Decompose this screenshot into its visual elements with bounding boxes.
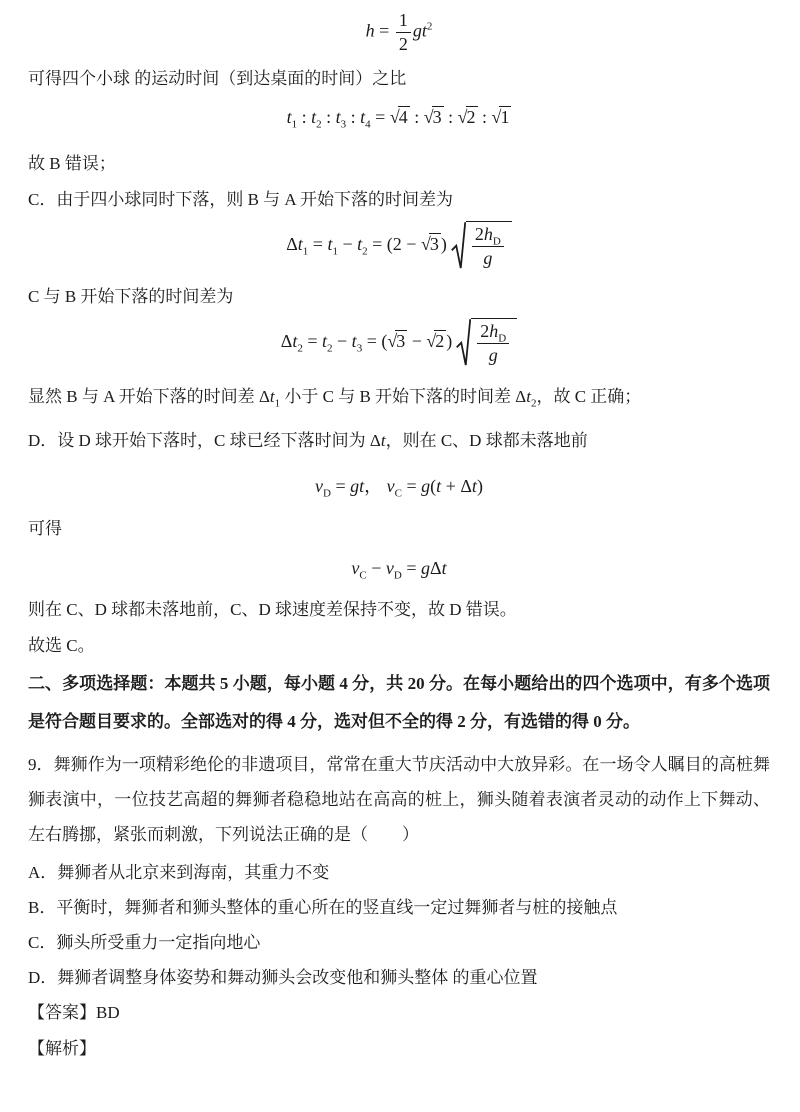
math-colon: : — [301, 107, 307, 128]
math-sub: 1 — [274, 397, 281, 410]
math-sub: 1 — [302, 245, 309, 258]
math-var-t: t — [357, 233, 363, 254]
math-var-t: t — [360, 107, 366, 128]
radical-sign: √ — [423, 107, 432, 128]
question-9-option-c: C．狮头所受重力一定指向地心 — [28, 932, 261, 952]
math-delta: Δ — [460, 475, 472, 496]
math-var-t: t — [335, 107, 341, 128]
radical-sign: √ — [387, 331, 396, 352]
formula-delta-t1 — [28, 221, 770, 270]
line-kede: 可得 — [28, 518, 62, 538]
math-sub: 3 — [356, 342, 363, 355]
fraction-2hD-over-g — [470, 224, 506, 268]
analysis-label: 【解析】 — [28, 1038, 96, 1058]
radicand-box — [471, 318, 517, 367]
math-sub-C: C — [394, 487, 403, 500]
math-exponent: 2 — [426, 20, 433, 33]
formula-time-ratio — [28, 106, 770, 129]
fraction-2hD-over-g — [475, 321, 511, 365]
radicand: 3 — [429, 233, 439, 254]
text-segment: 显然 B 与 A 开始下落的时间差 — [28, 386, 259, 406]
math-sub-C: C — [359, 569, 367, 582]
big-radical — [456, 318, 517, 367]
math-minus: − — [337, 331, 348, 352]
math-var-t: t — [436, 475, 442, 496]
radicand: 3 — [432, 107, 442, 128]
question-9-option-b: B．平衡时，舞狮者和狮头整体的重心所在的竖直线一定过舞狮者与桩的接触点 — [28, 897, 618, 917]
fraction-numerator — [477, 321, 509, 344]
line-final-answer-c: 故选 C。 — [28, 635, 95, 655]
math-var-v: v — [351, 557, 360, 578]
radical-sign: √ — [426, 331, 435, 352]
math-sub: 1 — [332, 245, 338, 258]
fraction-numerator — [472, 224, 504, 247]
question-9-stem: 9．舞狮作为一项精彩绝伦的非遗项目，常常在重大节庆活动中大放异彩。在一场令人瞩目的高桩舞狮表演中，一位技艺高超的舞狮者稳稳地站在高高的桩上，狮头随着表演者灵动的动作上下舞动、左右腾挪，紧张而刺激，下列说法正确的是（ ） — [28, 754, 770, 844]
math-paren-open: ( — [381, 331, 388, 352]
math-sub-D: D — [393, 569, 402, 582]
sqrt-radical — [458, 106, 478, 129]
formula-h-half-gt-squared — [28, 10, 770, 54]
radical-sign: √ — [420, 233, 429, 254]
math-equals: = — [366, 331, 377, 352]
math-minus: − — [371, 557, 382, 578]
math-delta: Δ — [369, 430, 381, 450]
fraction-one-half — [394, 10, 413, 54]
math-paren-open: (2 − — [386, 233, 417, 254]
answer-line — [28, 1002, 770, 1024]
math-sub: 2 — [362, 245, 368, 258]
math-colon: : — [448, 107, 454, 128]
math-var-t: t — [292, 331, 298, 352]
math-var-t: t — [380, 430, 386, 450]
math-delta: Δ — [280, 331, 293, 352]
math-colon: : — [482, 107, 488, 128]
math-var-gt: gt — [412, 20, 427, 41]
radical-sign: √ — [457, 107, 466, 128]
radicand-box — [466, 221, 512, 270]
math-equals: = — [406, 557, 417, 578]
fraction-denominator: g — [483, 247, 493, 268]
section-2-heading: 二、多项选择题：本题共 5 小题，每小题 4 分，共 20 分。在每小题给出的四个选项中，有多个选项是符合题目要求的。全部选对的得 4 分，选对但不全的得 2 分，有选错的得 0 分。 — [28, 673, 770, 731]
line-b-wrong: 故 B 错误； — [28, 153, 116, 173]
math-comma: ， — [364, 475, 383, 496]
analysis-label-line — [28, 1038, 770, 1060]
math-equals: = — [379, 20, 390, 41]
formula-delta-t2 — [28, 318, 770, 367]
fraction-denominator: g — [488, 345, 498, 366]
radicand: 2 — [435, 331, 445, 352]
radicand: 1 — [500, 107, 510, 128]
answer-label: 【答案】 — [28, 1002, 96, 1022]
math-sub: 1 — [291, 118, 298, 131]
math-var-t: t — [526, 386, 531, 406]
math-var-gt: gt — [350, 475, 365, 496]
inline-math-delta-t2 — [515, 386, 537, 410]
math-var-t: t — [351, 331, 357, 352]
text-segment: ，故 C 正确； — [536, 386, 642, 406]
sqrt-radical — [390, 106, 410, 129]
line-d-conclusion: 则在 C、D 球都未落地前，C、D 球速度差保持不变，故 D 错误。 — [28, 599, 517, 619]
math-var-v: v — [385, 557, 394, 578]
math-sub-D: D — [323, 487, 331, 500]
math-equals: = — [372, 233, 383, 254]
line-cb-diff: C 与 B 开始下落的时间差为 — [28, 287, 234, 307]
sqrt-radical — [426, 330, 446, 353]
sqrt-radical — [421, 233, 441, 256]
math-equals: = — [312, 233, 323, 254]
math-sub: 2 — [530, 397, 537, 410]
math-delta: Δ — [515, 386, 527, 406]
math-colon: : — [350, 107, 356, 128]
formula-velocities — [28, 472, 770, 498]
radical-sign-svg — [451, 221, 466, 270]
math-var-t: t — [311, 107, 317, 128]
text-segment: 小于 C 与 B 开始下落的时间差 — [280, 386, 516, 406]
line-ratio-intro: 可得四个小球 的运动时间（到达桌面的时间）之比 — [28, 69, 407, 89]
math-var-t: t — [441, 557, 447, 578]
math-minus: − — [342, 233, 353, 254]
math-var-t: t — [322, 331, 328, 352]
math-plus: + — [445, 475, 456, 496]
math-var-t: t — [327, 233, 333, 254]
math-var-h: h — [489, 321, 499, 342]
math-var-g: g — [421, 557, 430, 578]
math-colon: : — [326, 107, 332, 128]
math-minus: − — [411, 331, 422, 352]
line-obvious-comparison — [28, 386, 770, 408]
math-delta: Δ — [258, 386, 270, 406]
math-paren-open: ( — [430, 475, 437, 496]
math-delta: Δ — [286, 233, 298, 254]
math-var-t: t — [297, 233, 303, 254]
line-option-c-analysis: C．由于四小球同时下落，则 B 与 A 开始下落的时间差为 — [28, 189, 454, 209]
fraction-numerator: 1 — [396, 10, 411, 33]
fraction-denominator: 2 — [398, 33, 408, 54]
radical-sign: √ — [491, 107, 500, 128]
text-segment: ，则在 C、D 球都未落地前 — [385, 430, 588, 450]
math-var-g: g — [421, 475, 431, 496]
math-paren-close: ) — [476, 475, 483, 496]
radicand: 3 — [396, 331, 406, 352]
math-sub: 2 — [327, 342, 333, 355]
math-var-v: v — [315, 475, 324, 496]
math-equals: = — [375, 107, 386, 128]
math-coef: 2 — [474, 223, 484, 244]
text-segment: D．设 D 球开始下落时，C 球已经下落时间为 — [28, 430, 370, 450]
line-option-d-analysis — [28, 430, 770, 452]
radicand: 2 — [466, 107, 476, 128]
math-sub: 3 — [340, 118, 347, 131]
radicand: 4 — [398, 107, 408, 128]
sqrt-radical — [424, 106, 444, 129]
math-var-h: h — [365, 20, 375, 41]
math-equals: = — [307, 331, 318, 352]
big-radical — [451, 221, 512, 270]
question-9-option-a: A．舞狮者从北京来到海南，其重力不变 — [28, 862, 330, 882]
math-equals: = — [335, 475, 346, 496]
formula-velocity-difference — [28, 557, 770, 582]
math-var-t: t — [269, 386, 275, 406]
radical-sign: √ — [389, 107, 398, 128]
answer-value: BD — [96, 1002, 120, 1022]
radical-sign-svg — [456, 318, 471, 367]
math-var-t: t — [471, 475, 477, 496]
math-var-v: v — [386, 475, 395, 496]
math-delta: Δ — [430, 557, 442, 578]
sqrt-radical — [492, 106, 512, 129]
math-paren-close: ) — [440, 233, 447, 254]
math-paren-close: ) — [446, 331, 453, 352]
math-sub-D: D — [492, 235, 501, 248]
inline-math-delta-t — [370, 431, 386, 450]
sqrt-radical — [387, 330, 407, 353]
math-colon: : — [414, 107, 420, 128]
inline-math-delta-t1 — [258, 386, 281, 410]
question-9-option-d: D．舞狮者调整身体姿势和舞动狮头会改变他和狮头整体 的重心位置 — [28, 967, 538, 987]
math-var-t: t — [286, 107, 292, 128]
math-sub: 2 — [297, 342, 303, 355]
math-sub: 4 — [365, 118, 371, 131]
math-sub-D: D — [498, 332, 507, 345]
math-var-h: h — [483, 223, 493, 244]
math-coef: 2 — [480, 321, 490, 342]
math-sub: 2 — [316, 118, 322, 131]
math-equals: = — [406, 475, 417, 496]
